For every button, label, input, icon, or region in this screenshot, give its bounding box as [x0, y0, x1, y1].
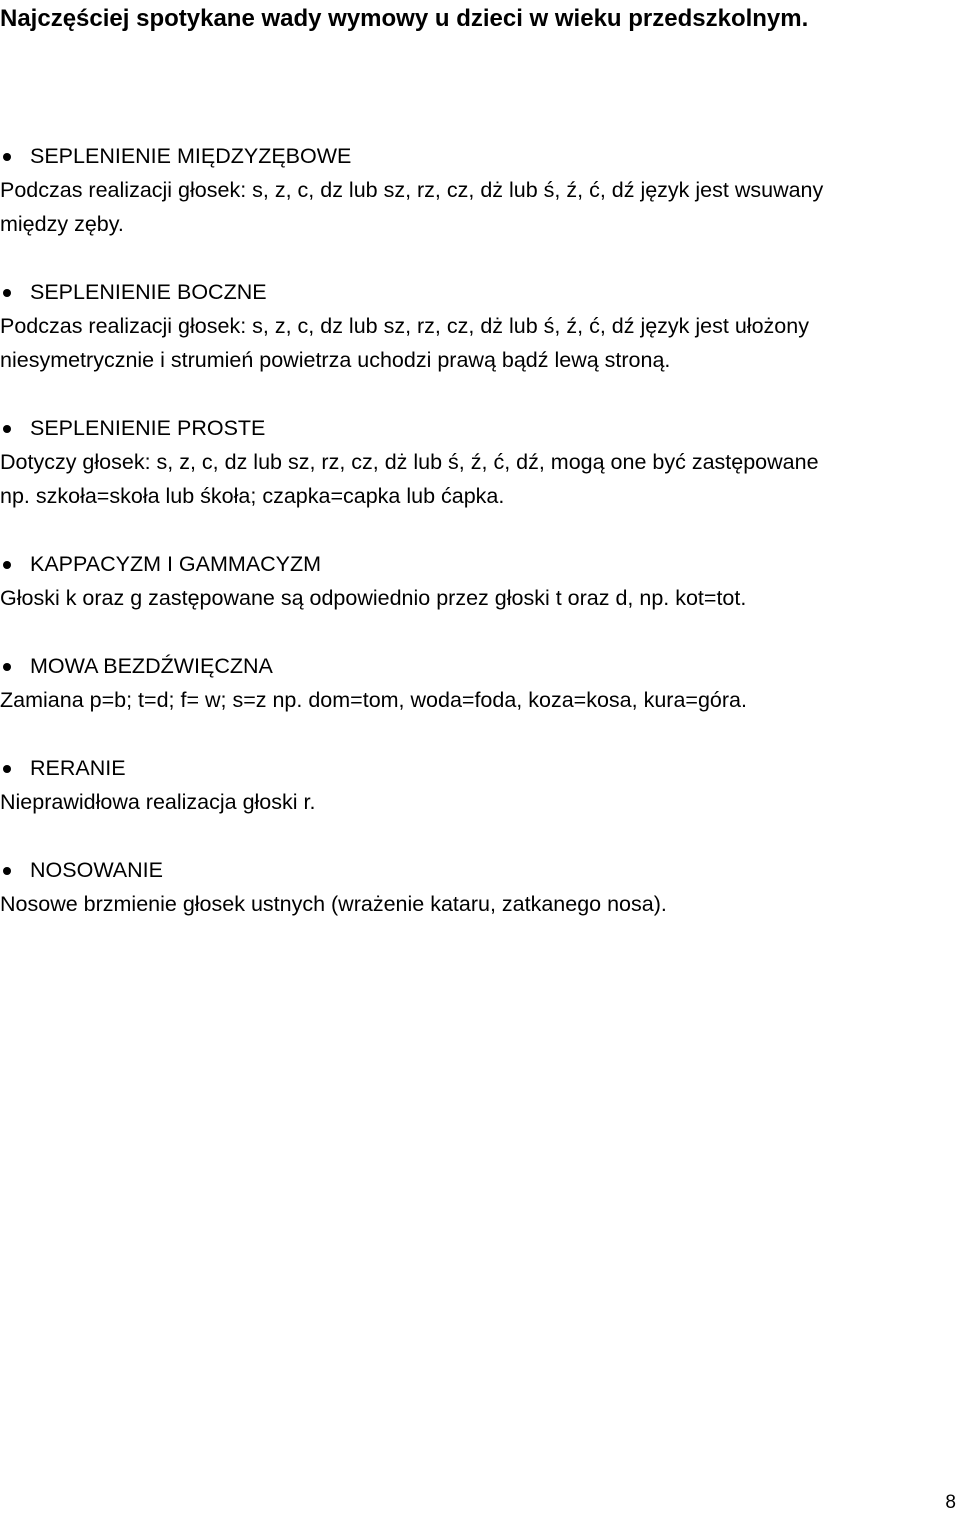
body-line: np. szkoła=skoła lub śkoła; czapka=capka lub ćapka.	[0, 484, 505, 508]
section-title-text: KAPPACYZM I GAMMACYZM	[30, 552, 322, 576]
section-title-text: NOSOWANIE	[30, 858, 163, 882]
body-line: Zamiana p=b; t=d; f= w; s=z np. dom=tom, woda=foda, koza=kosa, kura=góra.	[0, 688, 747, 712]
page-number: 8	[945, 1492, 956, 1513]
section-title	[0, 139, 960, 173]
section-nosowanie	[0, 853, 960, 921]
section-title	[0, 751, 960, 785]
bullet-icon	[3, 153, 11, 161]
section-title-text: SEPLENIENIE BOCZNE	[30, 280, 267, 304]
bullet-icon	[3, 765, 11, 773]
section-seplenienie-proste	[0, 411, 960, 513]
body-line: Nosowe brzmienie głosek ustnych (wrażenie kataru, zatkanego nosa).	[0, 892, 667, 916]
body-line: niesymetrycznie i strumień powietrza uchodzi prawą bądź lewą stroną.	[0, 348, 671, 372]
document-heading: Najczęściej spotykane wady wymowy u dzieci w wieku przedszkolnym.	[0, 5, 809, 32]
bullet-icon	[3, 289, 11, 297]
section-title	[0, 547, 960, 581]
bullet-icon	[3, 425, 11, 433]
section-body	[0, 887, 960, 921]
section-title	[0, 411, 960, 445]
section-mowa-bezdzwieczna	[0, 649, 960, 717]
section-title-text: RERANIE	[30, 756, 126, 780]
bullet-icon	[3, 663, 11, 671]
bullet-icon	[3, 561, 11, 569]
body-line: między zęby.	[0, 212, 124, 236]
section-seplenienie-boczne	[0, 275, 960, 377]
body-line: Dotyczy głosek: s, z, c, dz lub sz, rz, cz, dż lub ś, ź, ć, dź, mogą one być zastępowane	[0, 450, 819, 474]
section-kappacyzm-i-gammacyzm	[0, 547, 960, 615]
section-body	[0, 683, 960, 717]
section-body	[0, 581, 960, 615]
section-body	[0, 785, 960, 819]
section-title-text: MOWA BEZDŹWIĘCZNA	[30, 654, 273, 678]
section-reranie	[0, 751, 960, 819]
section-body	[0, 445, 960, 513]
section-title	[0, 649, 960, 683]
section-body	[0, 173, 960, 241]
body-line: Nieprawidłowa realizacja głoski r.	[0, 790, 316, 814]
section-title-text: SEPLENIENIE MIĘDZYZĘBOWE	[30, 144, 352, 168]
section-seplenienie-miedzyzebowe	[0, 139, 960, 241]
body-line: Podczas realizacji głosek: s, z, c, dz lub sz, rz, cz, dż lub ś, ź, ć, dź język jest wsuwany	[0, 178, 824, 202]
bullet-icon	[3, 867, 11, 875]
section-body	[0, 309, 960, 377]
section-title	[0, 275, 960, 309]
body-line: Podczas realizacji głosek: s, z, c, dz lub sz, rz, cz, dż lub ś, ź, ć, dź język jest ułożony	[0, 314, 809, 338]
section-title	[0, 853, 960, 887]
body-line: Głoski k oraz g zastępowane są odpowiednio przez głoski t oraz d, np. kot=tot.	[0, 586, 747, 610]
section-title-text: SEPLENIENIE PROSTE	[30, 416, 266, 440]
